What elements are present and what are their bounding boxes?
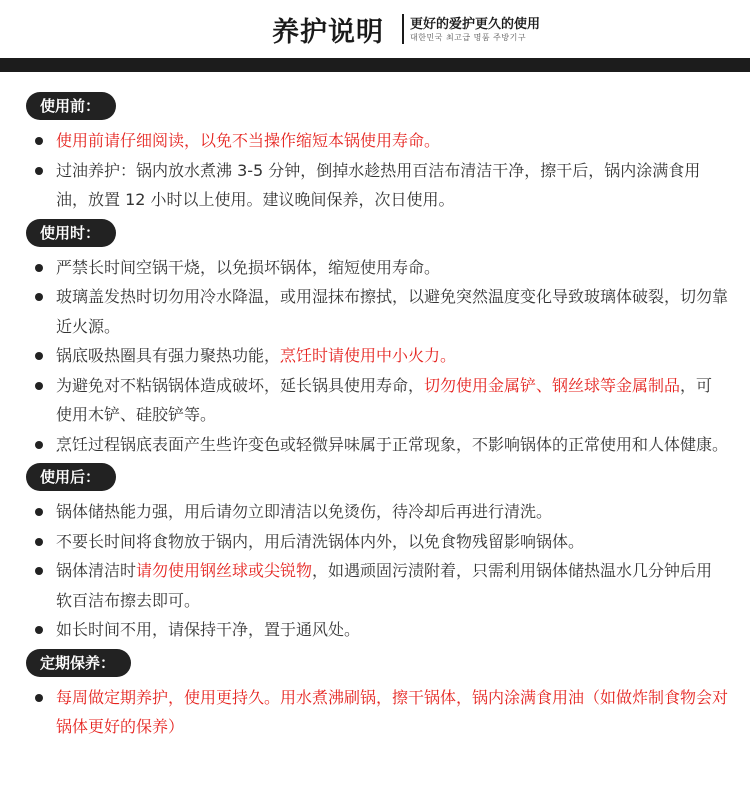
header-bar (0, 58, 750, 72)
section-label: 使用后： (26, 463, 116, 491)
highlight-text: 使用前请仔细阅读，以免不当操作缩短本锅使用寿命。 (56, 131, 441, 150)
item-text: 为避免对不粘锅锅体造成破坏，延长锅具使用寿命， (56, 375, 425, 395)
section-label: 使用前： (26, 92, 116, 120)
list-item (0, 282, 750, 341)
highlight-text: 请勿使用钢丝球或尖锐物 (136, 561, 313, 580)
list-item (0, 156, 750, 215)
section-2 (0, 215, 750, 460)
list-item (0, 556, 750, 615)
list-item (0, 430, 750, 460)
care-instructions (0, 88, 750, 742)
highlight-text: 切勿使用金属铲、钢丝球等金属制品 (424, 375, 681, 395)
item-text: ，如遇顽固污渍附着，只需利用锅体储热温水几分钟后用软百洁布擦去即可。 (56, 561, 713, 610)
list-item (0, 615, 750, 645)
item-text: 烹饪过程锅底表面产生些许变色或轻微异味属于正常现象，不影响锅体的正常使用和人体健康。 (56, 434, 729, 454)
item-text: 锅体清洁时 (56, 561, 137, 580)
section-label: 使用时： (26, 219, 116, 247)
highlight-text: 每周做定期养护，使用更持久。用水煮沸刷锅，擦干锅体，锅内涂满食用油（如做炸制食物会对锅体更好的保养） (56, 687, 729, 736)
list-item (0, 341, 750, 371)
item-text: ，可使用木铲、硅胶铲等。 (56, 375, 713, 424)
page-title: 养护说明 (272, 17, 384, 48)
list-item (0, 126, 750, 156)
item-text: 严禁长时间空锅干烧，以免损坏锅体，缩短使用寿命。 (56, 257, 441, 277)
item-text: 如长时间不用，请保持干净，置于通风处。 (56, 620, 361, 639)
item-text: 锅底吸热圈具有强力聚热功能， (56, 346, 281, 365)
section-3 (0, 459, 750, 645)
bullet-list (0, 497, 750, 645)
title-divider (402, 14, 404, 44)
bullet-list (0, 126, 750, 215)
list-item (0, 497, 750, 527)
list-item (0, 371, 750, 430)
list-item (0, 253, 750, 283)
section-label: 定期保养： (26, 649, 131, 677)
list-item (0, 683, 750, 742)
section-4 (0, 645, 750, 742)
page-header (0, 0, 750, 58)
list-item (0, 527, 750, 557)
item-text: 玻璃盖发热时切勿用冷水降温，或用湿抹布擦拭，以避免突然温度变化导致玻璃体破裂，切勿靠近火源。 (56, 287, 729, 336)
bullet-list (0, 253, 750, 460)
item-text: 过油养护：锅内放水煮沸 3-5 分钟，倒掉水趁热用百洁布清洁干净，擦干后，锅内涂满食用油，放置 12 小时以上使用。建议晚间保养，次日使用。 (56, 160, 701, 209)
item-text: 锅体储热能力强，用后请勿立即清洁以免烫伤，待冷却后再进行清洗。 (56, 502, 553, 521)
item-text: 不要长时间将食物放于锅内，用后清洗锅体内外，以免食物残留影响锅体。 (56, 531, 585, 551)
subtitle-korean: 대한민국 최고급 명품 주방기구 (410, 33, 527, 42)
bullet-list (0, 683, 750, 742)
section-1 (0, 88, 750, 215)
highlight-text: 烹饪时请使用中小火力。 (280, 346, 457, 365)
subtitle-chinese: 更好的爱护更久的使用 (410, 17, 541, 32)
